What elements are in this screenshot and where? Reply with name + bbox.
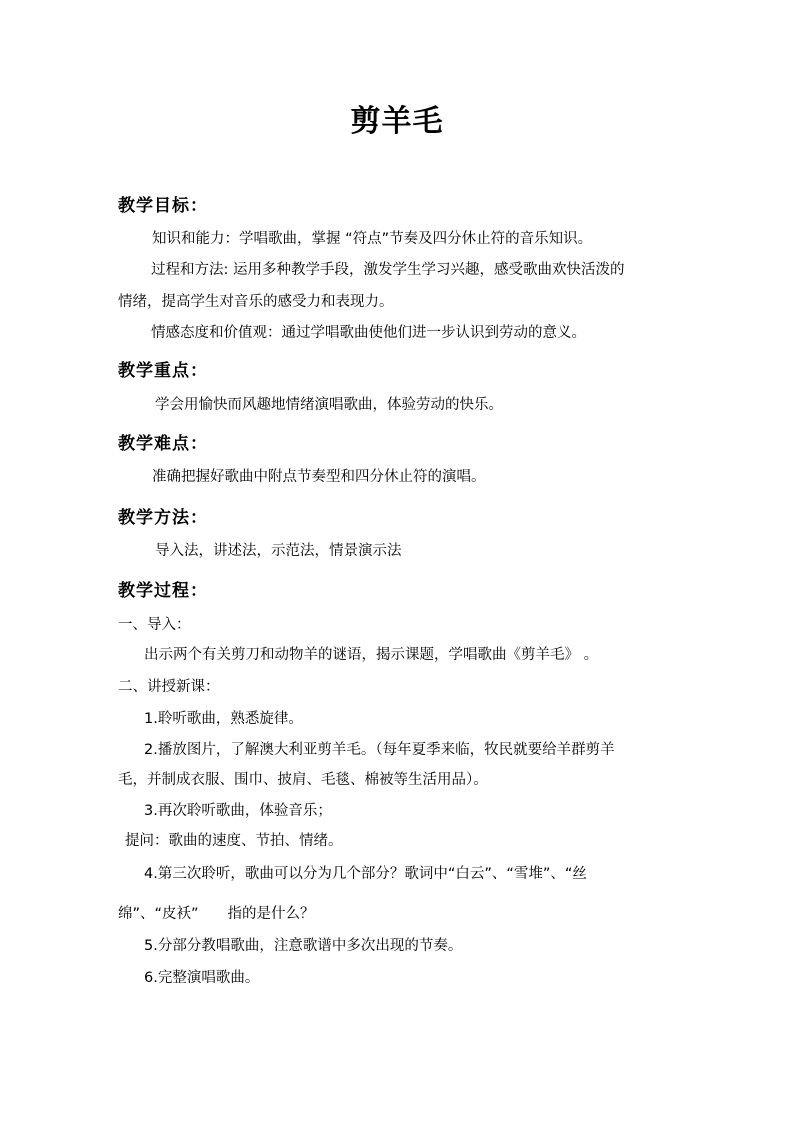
procedure-intro-title: 一、导入：	[118, 617, 191, 633]
procedure-intro-text: 出示两个有关剪刀和动物羊的谜语，揭示课题，学唱歌曲《剪羊毛》 。	[144, 647, 599, 663]
goals-process-line-1: 过程和方法: 运用多种教学手段，激发学生学习兴趣，感受歌曲欢快活泼的	[151, 262, 625, 278]
procedure-step-2-line-1: 2.播放图片，了解澳大利亚剪羊毛。（每年夏季来临，牧民就要给羊群剪羊	[144, 742, 615, 758]
document-title: 剪羊毛	[350, 104, 444, 139]
heading-difficulties: 教学难点：	[118, 434, 208, 454]
heading-teaching-goals: 教学目标：	[118, 196, 208, 216]
procedure-step-3-question: 提问：歌曲的速度、节拍、情绪。	[125, 833, 343, 849]
procedure-step-4-line-2: 绵”、“皮袄” 指的是什么？	[118, 906, 315, 922]
methods-text: 导入法，讲述法，示范法，情景演示法	[155, 543, 402, 559]
procedure-step-5: 5.分部分教唱歌曲，注意歌谱中多次出现的节奏。	[144, 938, 463, 954]
procedure-step-4-line-1: 4.第三次聆听，歌曲可以分为几个部分？歌词中“白云”、“雪堆”、“丝	[144, 866, 587, 882]
procedure-new-lesson-title: 二、讲授新课：	[118, 679, 220, 695]
procedure-step-1: 1.聆听歌曲，熟悉旋律。	[144, 711, 303, 727]
heading-key-points: 教学重点：	[118, 361, 208, 381]
procedure-step-6: 6.完整演唱歌曲。	[144, 970, 260, 986]
heading-methods: 教学方法：	[118, 508, 208, 528]
key-points-text: 学会用愉快而风趣地情绪演唱歌曲，体验劳动的快乐。	[155, 397, 503, 413]
goals-knowledge-line: 知识和能力：学唱歌曲，掌握 “符点”节奏及四分休止符的音乐知识。	[152, 231, 593, 247]
heading-procedure: 教学过程：	[118, 581, 208, 601]
goals-process-line-2: 情绪，提高学生对音乐的感受力和表现力。	[118, 294, 394, 310]
procedure-step-2-line-2: 毛，并制成衣服、围巾、披肩、毛毯、棉被等生活用品）。	[118, 772, 488, 788]
goals-emotion-line: 情感态度和价值观：通过学唱歌曲使他们进一步认识到劳动的意义。	[151, 325, 586, 341]
difficulties-text: 准确把握好歌曲中附点节奏型和四分休止符的演唱。	[152, 469, 486, 485]
procedure-step-3: 3.再次聆听歌曲，体验音乐；	[144, 803, 332, 819]
